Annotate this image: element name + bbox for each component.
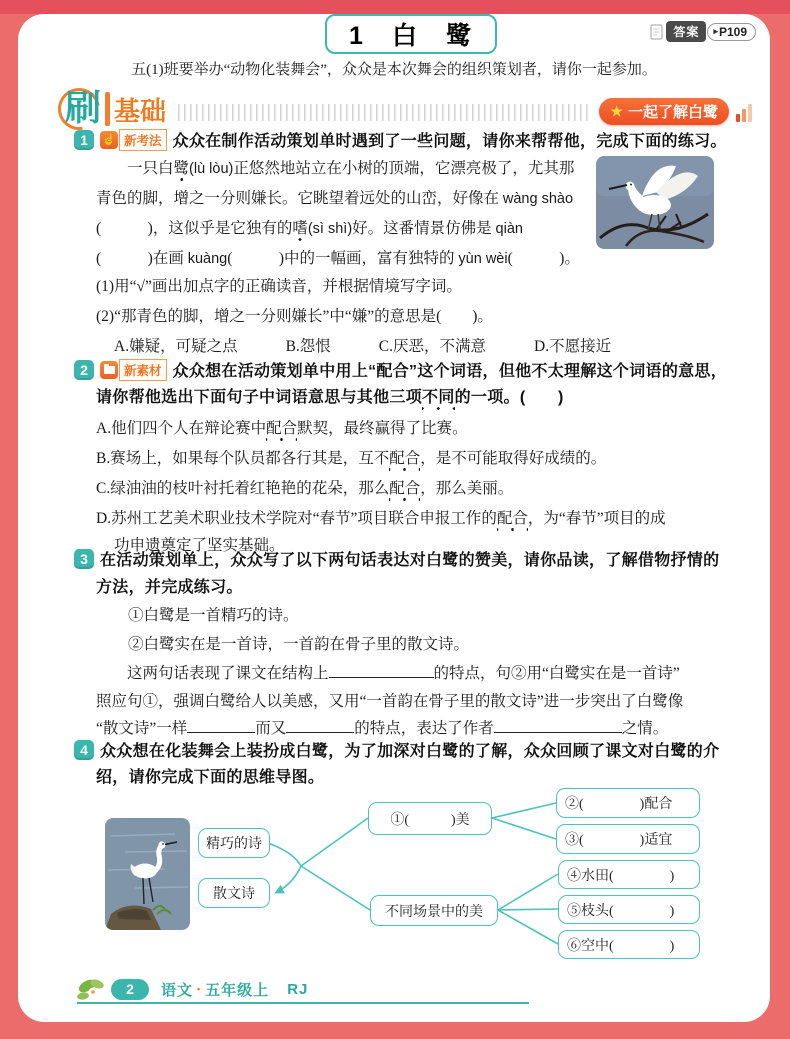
passage-line: 一只白鹭(lù lòu)正悠然地站立在小树的顶端，它漂亮极了，尤其那	[96, 154, 601, 184]
answer-reference-badge	[650, 21, 756, 42]
question-2-option-b: B.赛场上，如果每个队员都各行其是，互不配合，是不可能取得好成绩的。	[96, 446, 606, 468]
document-icon	[650, 24, 664, 40]
question-3-number: 3	[74, 549, 94, 569]
answer-label: 答案	[666, 21, 706, 42]
leaf-icon	[75, 976, 109, 1002]
egret-photo-water	[105, 818, 190, 930]
question-3-sentence-1: ①白鹭是一首精巧的诗。	[128, 607, 299, 624]
question-4-stem-line2: 绍，请你完成下面的思维导图。	[96, 769, 325, 786]
footer-edition: RJ	[287, 980, 309, 998]
tick-line-decoration	[178, 104, 589, 121]
question-1-passage	[96, 154, 601, 274]
passage-line: ( )在画 kuàng( )中的一幅画，富有独特的 yùn wèi( )。	[96, 250, 580, 267]
page-card	[18, 14, 770, 1022]
question-4-header	[74, 738, 719, 761]
star-icon: ★	[610, 102, 623, 119]
question-3-stem-line2: 方法，并完成练习。	[96, 579, 243, 596]
question-2-stem-line2: 请你帮他选出下面句子中词语意思与其他三项不同的一项。( )	[96, 384, 564, 407]
question-2-number: 2	[74, 360, 94, 380]
question-3-fill-line2: 照应句①，强调白鹭给人以美感，又用“一首韵在骨子里的散文诗”进一步突出了白鹭像	[96, 693, 684, 710]
bar-chart-icon	[736, 104, 752, 122]
mindmap-node-4: ④水田( )	[558, 860, 700, 889]
brush-logo	[58, 84, 110, 134]
mindmap-node-scene: 不同场景中的美	[370, 895, 498, 926]
page-footer	[75, 976, 308, 1002]
answer-page-ref	[707, 23, 756, 41]
footer-subject: 语文	[161, 981, 194, 999]
question-3-sentence-2: ②白鹭实在是一首诗，一首韵在骨子里的散文诗。	[128, 636, 470, 653]
question-2-option-a: A.他们四个人在辩论赛中配合默契，最终赢得了比赛。	[96, 416, 468, 438]
lesson-title-box	[325, 14, 497, 54]
question-2-header	[74, 358, 727, 381]
question-1-number: 1	[74, 130, 94, 150]
option-d: D.不愿接近	[534, 338, 612, 355]
question-2-stem-line1: 众众想在活动策划单中用上“配合”这个词语，但他不太理解这个词语的意思，	[172, 363, 728, 380]
page-number-pill: 2	[111, 979, 149, 1000]
question-2-option-c: C.绿油油的枝叶衬托着红艳艳的花朵，那么配合，那么美丽。	[96, 476, 513, 498]
option-b: B.怨恨	[285, 338, 331, 355]
dot-separator-icon: •	[197, 984, 202, 994]
new-method-label: 新考法	[119, 129, 167, 151]
egret-photo-branches	[596, 156, 714, 249]
question-2-option-d-line1: D.苏州工艺美术职业技术学院对“春节”项目联合申报工作的配合，为“春节”项目的成	[96, 506, 666, 528]
hand-icon: ☝	[100, 131, 118, 149]
section-title: 基础	[114, 95, 167, 126]
mindmap-node-1: ①( )美	[368, 802, 492, 835]
question-4-stem-line1: 众众想在化装舞会上装扮成白鹭，为了加深对白鹭的了解，众众回顾了课文对白鹭的介	[100, 743, 720, 760]
question-1-options	[114, 334, 611, 356]
unit-subtitle: 五(1)班要举办“动物化装舞会”，众众是本次舞会的组织策划者，请你一起参加。	[131, 62, 657, 78]
mindmap-node-3: ③( )适宜	[556, 824, 700, 854]
lesson-goal-badge	[599, 98, 729, 125]
option-c: C.厌恶，不满意	[378, 338, 487, 355]
new-method-tag	[100, 129, 167, 151]
mindmap-node-6: ⑥空中( )	[558, 930, 700, 959]
footer-underline	[77, 1002, 529, 1004]
mindmap-node-poem2: 散文诗	[198, 878, 270, 908]
passage-line: 青色的脚，增之一分则嫌长。它眺望着远处的山峦，好像在 wàng shào	[96, 190, 574, 207]
section-bar	[58, 84, 752, 134]
question-4-number: 4	[74, 740, 94, 760]
arrow-icon: ▸	[713, 26, 718, 36]
new-material-label: 新素材	[119, 359, 167, 381]
mindmap-node-5: ⑤枝头( )	[558, 895, 700, 924]
lesson-goal-text: 一起了解白鹭	[627, 103, 718, 121]
question-1-stem: 众众在制作活动策划单时遇到了一些问题，请你来帮帮他，完成下面的练习。	[172, 133, 727, 150]
brush-character: 刷	[65, 87, 102, 128]
question-1-header	[74, 128, 727, 151]
footer-text	[161, 979, 308, 1000]
top-red-band	[0, 0, 790, 14]
question-1-sub1: (1)用“√”画出加点字的正确读音，并根据情境写字词。	[96, 278, 462, 295]
lesson-title: 1 白 鹭	[349, 22, 473, 50]
question-3-header	[74, 547, 719, 570]
mindmap	[95, 786, 715, 968]
passage-line: ( )，这似乎是它独有的嗜(sì shì)好。这番情景仿佛是 qiàn	[96, 214, 601, 244]
question-1-sub2: (2)“那青色的脚，增之一分则嫌长”中“嫌”的意思是( )。	[96, 308, 493, 325]
question-2-option-d-line2: 功申遗奠定了坚实基础。	[114, 537, 285, 554]
question-3-fill-line1: 这两句话表现了课文在结构上 的特点，句②用“白鹭实在是一首诗”	[96, 661, 680, 683]
orange-bar-icon	[105, 92, 110, 126]
answer-page-number: P109	[718, 24, 747, 39]
folder-icon	[100, 361, 118, 379]
footer-grade: 五年级上	[205, 981, 270, 999]
question-3-fill-line3: “散文诗”一样 而又 的特点，表达了作者 之情。	[96, 716, 668, 738]
question-3-stem-line1: 在活动策划单上，众众写了以下两句话表达对白鹭的赞美，请你品读，了解借物抒情的	[100, 552, 720, 569]
mindmap-node-poem1: 精巧的诗	[198, 828, 270, 858]
mindmap-node-2: ②( )配合	[556, 788, 700, 818]
option-a: A.嫌疑，可疑之点	[114, 338, 238, 355]
new-material-tag	[100, 359, 167, 381]
